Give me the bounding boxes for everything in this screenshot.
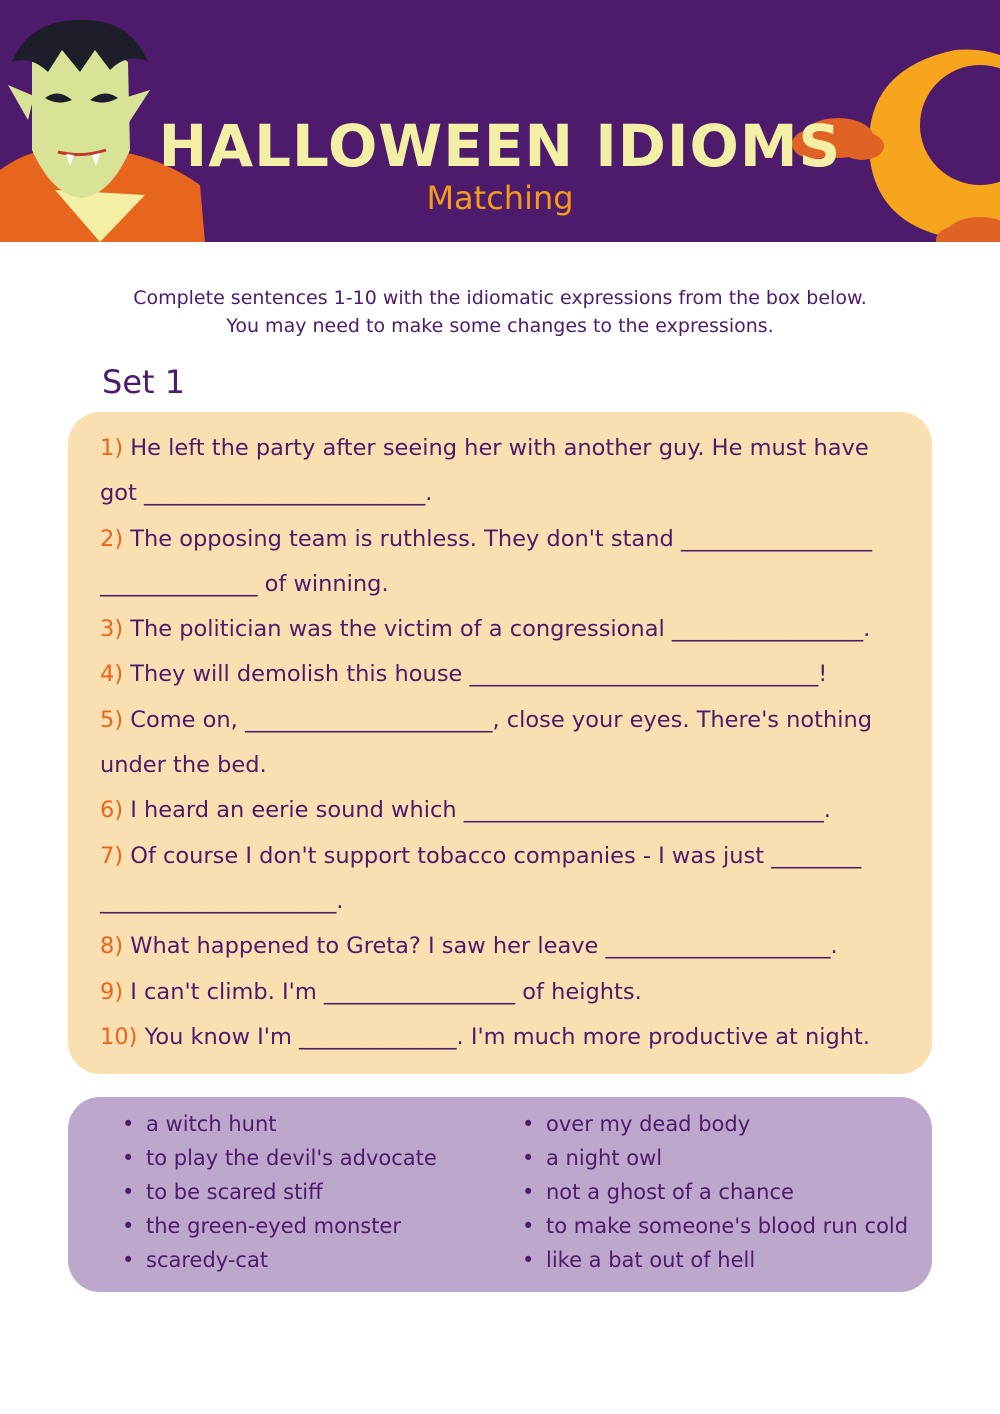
sentence-number: 5)	[100, 706, 124, 733]
sentence-number: 1)	[100, 435, 124, 461]
sentence-line	[100, 924, 900, 969]
sentence-text: ______________ of winning.	[100, 570, 389, 597]
sentence-line	[100, 607, 900, 652]
idiom-item: • not a ghost of a chance	[522, 1175, 908, 1209]
sentence-text: I heard an eerie sound which ________________________________.	[130, 797, 831, 824]
idiom-list-left	[122, 1107, 437, 1277]
sentence-number: 3)	[100, 616, 124, 643]
sentence-text: The politician was the victim of a congressional _________________.	[130, 616, 871, 643]
sentence-text: under the bed.	[100, 752, 267, 779]
sentence-line	[100, 471, 900, 516]
page-subtitle: Matching	[426, 179, 574, 217]
sentence-text: Come on, ______________________, close your eyes. There's nothing	[130, 706, 873, 733]
sentence-line	[100, 652, 900, 697]
idiom-list-right	[522, 1107, 908, 1277]
sentence-text: _____________________.	[100, 887, 344, 914]
sentence-number: 8)	[100, 933, 124, 960]
idiom-item: • scaredy-cat	[122, 1243, 437, 1277]
idiom-item: • over my dead body	[522, 1107, 908, 1141]
instructions-line: Complete sentences 1-10 with the idiomatic expressions from the box below.	[133, 287, 867, 309]
instructions	[100, 284, 900, 340]
sentence-line	[100, 698, 900, 743]
sentence-text: Of course I don't support tobacco companies - I was just ________	[130, 842, 862, 869]
sentence-text: I can't climb. I'm _________________ of heights.	[130, 978, 642, 1005]
sentence-text: The opposing team is ruthless. They don't stand _________________	[130, 525, 873, 552]
sentence-text: What happened to Greta? I saw her leave ____________________.	[130, 933, 838, 960]
sentence-text: They will demolish this house _______________________________!	[130, 661, 828, 688]
instructions-line: You may need to make some changes to the expressions.	[226, 315, 774, 337]
idiom-item: • a night owl	[522, 1141, 908, 1175]
set-label: Set 1	[102, 363, 186, 401]
idiom-item: • the green-eyed monster	[122, 1209, 437, 1243]
sentence-line	[100, 879, 900, 924]
sentence-number: 6)	[100, 797, 124, 824]
sentence-number: 4)	[100, 661, 124, 688]
sentences-box	[68, 412, 932, 1074]
sentence-line	[100, 517, 900, 562]
sentence-number: 9)	[100, 978, 124, 1005]
sentence-text: He left the party after seeing her with another guy. He must have	[130, 435, 869, 461]
sentence-text: You know I'm ______________. I'm much more productive at night.	[144, 1023, 870, 1050]
sentence-number: 7)	[100, 842, 124, 869]
sentence-line	[100, 743, 900, 788]
sentence-number: 2)	[100, 525, 124, 552]
sentence-line	[100, 562, 900, 607]
idiom-item: • a witch hunt	[122, 1107, 437, 1141]
page-title: HALLOWEEN IDIOMS	[158, 112, 842, 180]
idiom-word-box	[68, 1097, 932, 1292]
header-banner	[0, 0, 1000, 242]
sentence-number: 10)	[100, 1023, 138, 1050]
sentence-line	[100, 970, 900, 1015]
idiom-item: • to play the devil's advocate	[122, 1141, 437, 1175]
idiom-item: • like a bat out of hell	[522, 1243, 908, 1277]
sentence-line	[100, 1015, 900, 1060]
idiom-item: • to make someone's blood run cold	[522, 1209, 908, 1243]
sentence-line	[100, 834, 900, 879]
sentence-line	[100, 426, 900, 471]
sentence-list	[100, 426, 900, 1060]
sentence-line	[100, 788, 900, 833]
sentence-text: got _________________________.	[100, 480, 433, 507]
idiom-item: • to be scared stiff	[122, 1175, 437, 1209]
